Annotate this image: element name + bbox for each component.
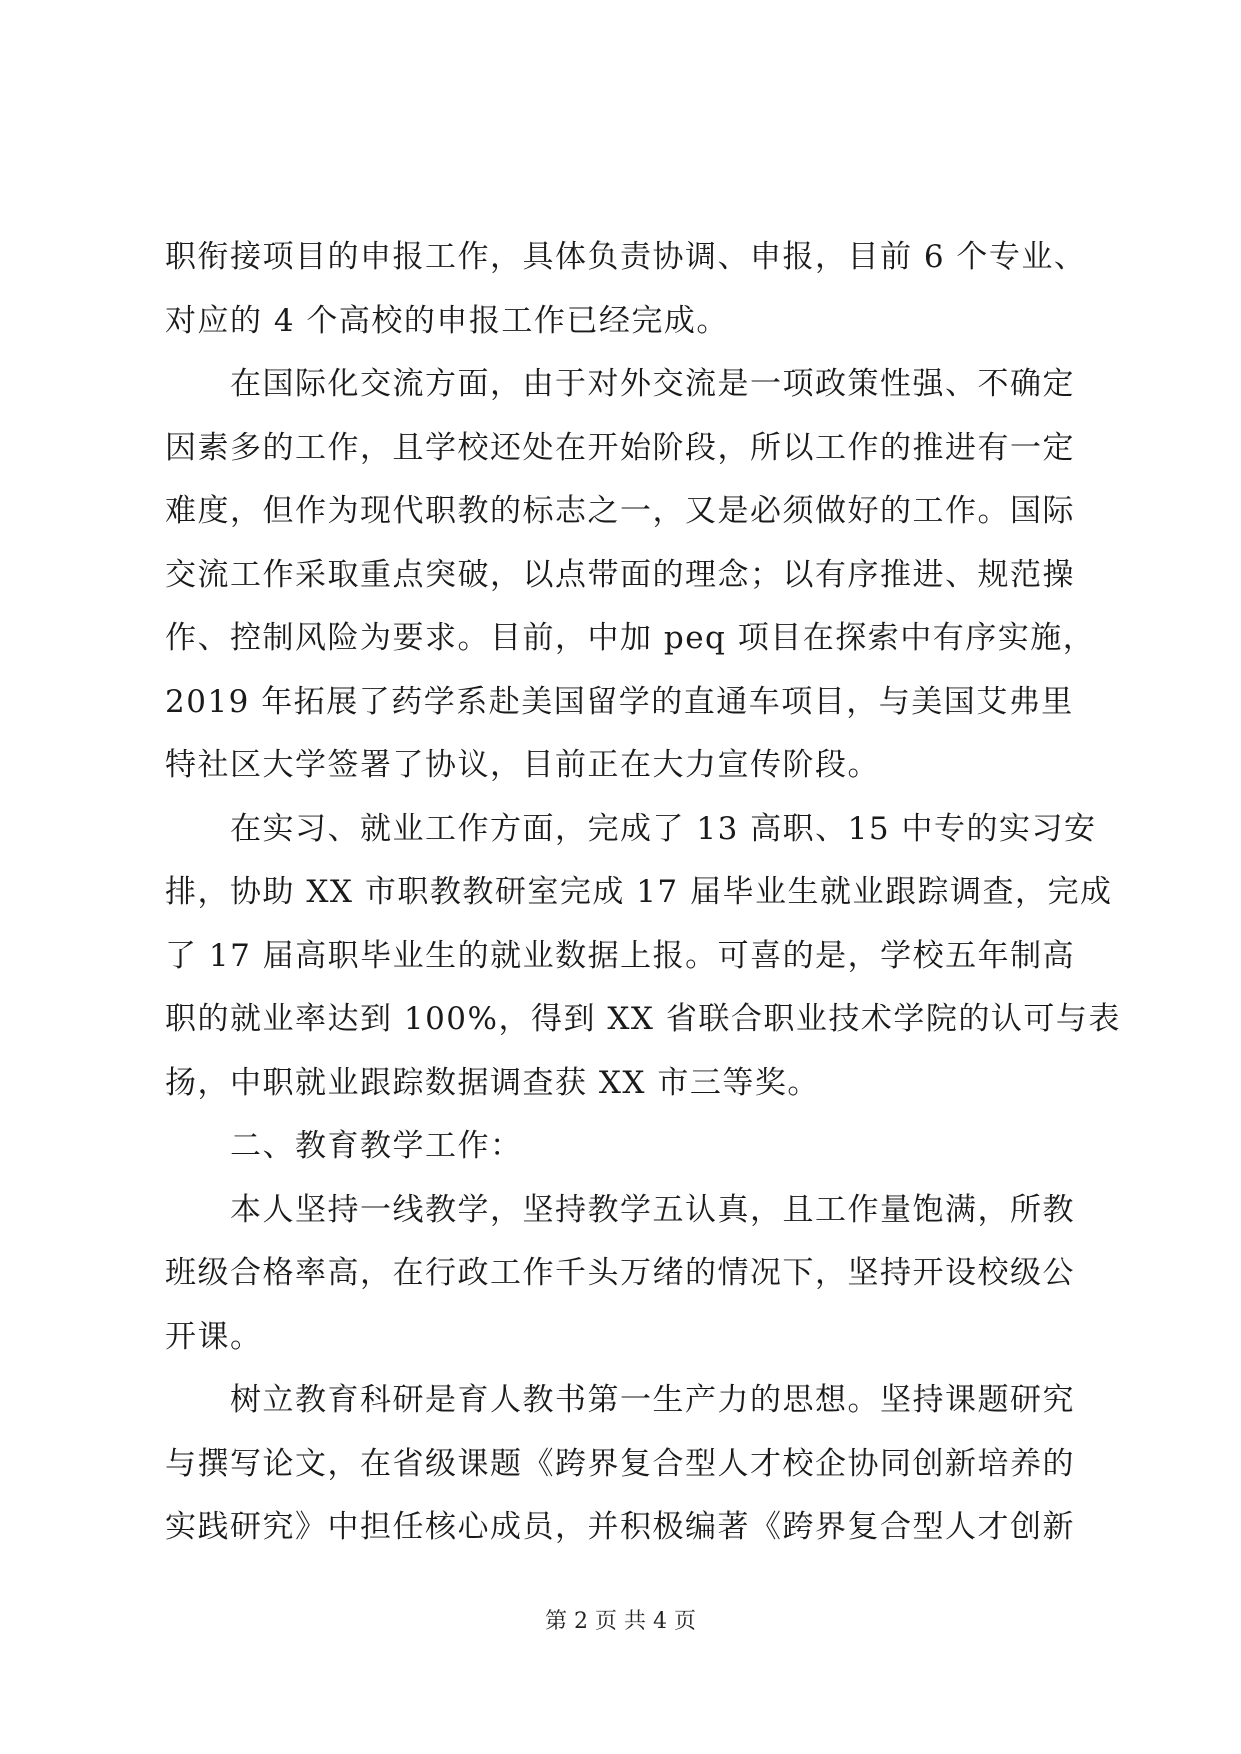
text-line: 特社区大学签署了协议，目前正在大力宣传阶段。 — [165, 747, 880, 783]
text-line: 交流工作采取重点突破，以点带面的理念；以有序推进、规范操 — [165, 556, 1075, 593]
text-line: 在实习、就业工作方面，完成了 13 高职、15 中专的实习安 — [165, 810, 1097, 847]
text-line: 了 17 届高职毕业生的就业数据上报。可喜的是，学校五年制高 — [165, 937, 1076, 974]
page-number-footer: 第 2 页 共 4 页 — [545, 1609, 696, 1634]
text-line: 对应的 4 个高校的申报工作已经完成。 — [165, 302, 729, 339]
text-line: 树立教育科研是育人教书第一生产力的思想。坚持课题研究 — [165, 1382, 1075, 1418]
text-line: 扬，中职就业跟踪数据调查获 XX 市三等奖。 — [165, 1064, 820, 1101]
text-line: 因素多的工作，且学校还处在开始阶段，所以工作的推进有一定 — [165, 429, 1075, 466]
section-heading: 二、教育教学工作： — [165, 1128, 523, 1164]
text-line: 与撰写论文，在省级课题《跨界复合型人才校企协同创新培养的 — [165, 1445, 1075, 1482]
text-line: 在国际化交流方面，由于对外交流是一项政策性强、不确定 — [165, 366, 1075, 402]
text-line: 职衔接项目的申报工作，具体负责协调、申报，目前 6 个专业、 — [165, 239, 1087, 275]
text-line: 开课。 — [165, 1318, 263, 1355]
body-text — [165, 226, 1121, 1560]
text-line: 本人坚持一线教学，坚持教学五认真，且工作量饱满，所教 — [165, 1191, 1075, 1228]
text-line: 2019 年拓展了药学系赴美国留学的直通车项目，与美国艾弗里 — [165, 683, 1074, 720]
text-line: 排，协助 XX 市职教教研室完成 17 届毕业生就业跟踪调查，完成 — [165, 874, 1113, 910]
text-line: 职的就业率达到 100%，得到 XX 省联合职业技术学院的认可与表 — [165, 1001, 1121, 1037]
text-line: 实践研究》中担任核心成员，并积极编著《跨界复合型人才创新 — [165, 1509, 1075, 1545]
text-line: 作、控制风险为要求。目前，中加 peq 项目在探索中有序实施， — [165, 620, 1096, 656]
text-line: 班级合格率高，在行政工作千头万绪的情况下，坚持开设校级公 — [165, 1255, 1075, 1291]
text-line: 难度，但作为现代职教的标志之一，又是必须做好的工作。国际 — [165, 493, 1075, 529]
